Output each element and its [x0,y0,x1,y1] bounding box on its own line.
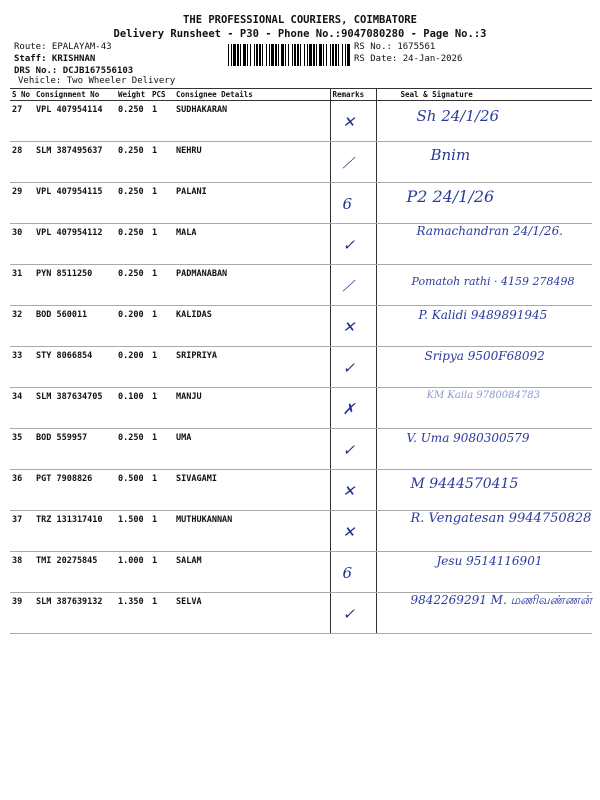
remark-tick-mark: ✗ [342,400,356,418]
vehicle-label: Vehicle: Two Wheeler Delivery [18,76,176,86]
row-pcs: 1 [150,142,174,183]
row-remarks-cell [330,388,376,429]
row-sno: 27 [10,101,34,142]
row-remarks-cell [330,347,376,388]
row-remarks-cell [330,224,376,265]
barcode [228,44,350,66]
row-consignment-no: BOD 559957 [34,429,116,470]
row-consignee: SELVA [174,593,330,634]
row-signature-cell [376,429,592,470]
row-consignment-no: TRZ 131317410 [34,511,116,552]
handwritten-signature: 9842269291 M. மணிவண்ணன் [410,593,592,607]
row-pcs: 1 [150,429,174,470]
row-consignee: MUTHUKANNAN [174,511,330,552]
table-row [10,593,592,634]
row-pcs: 1 [150,101,174,142]
table-row [10,552,592,593]
col-remarks-header: Remarks [330,89,376,101]
row-sno: 29 [10,183,34,224]
table-row [10,224,592,265]
remark-tick-mark: ⟋ [342,154,354,172]
row-sno: 32 [10,306,34,347]
remark-tick-mark: ✕ [342,113,356,131]
row-sno: 28 [10,142,34,183]
row-sno: 30 [10,224,34,265]
row-pcs: 1 [150,593,174,634]
row-weight: 0.250 [116,265,150,306]
row-signature-cell [376,470,592,511]
handwritten-signature: Ramachandran 24/1/26. [416,224,564,238]
row-signature-cell [376,593,592,634]
runsheet-subtitle: Delivery Runsheet - P30 - Phone No.:9047080280 - Page No.:3 [113,28,487,40]
handwritten-signature: Pomatoh rathi · 4159 278498 [411,275,575,288]
row-sno: 37 [10,511,34,552]
row-sno: 31 [10,265,34,306]
row-signature-cell [376,183,592,224]
row-signature-cell [376,306,592,347]
row-signature-cell [376,265,592,306]
row-weight: 0.200 [116,347,150,388]
row-signature-cell [376,388,592,429]
row-remarks-cell [330,306,376,347]
row-sno: 35 [10,429,34,470]
table-row [10,101,592,142]
row-consignment-no: SLM 387639132 [34,593,116,634]
table-row [10,183,592,224]
row-sno: 39 [10,593,34,634]
table-row [10,142,592,183]
handwritten-signature: P2 24/1/26 [406,187,495,206]
row-signature-cell [376,142,592,183]
row-consignee: SRIPRIYA [174,347,330,388]
handwritten-signature: Sripya 9500F68092 [424,349,545,363]
row-pcs: 1 [150,511,174,552]
row-consignment-no: TMI 20275845 [34,552,116,593]
row-consignee: SIVAGAMI [174,470,330,511]
handwritten-signature: V. Uma 9080300579 [406,431,530,445]
handwritten-signature: M 9444570415 [410,476,519,492]
row-signature-cell [376,101,592,142]
row-weight: 0.250 [116,101,150,142]
remark-tick-mark: ✓ [342,605,356,623]
row-consignment-no: BOD 560011 [34,306,116,347]
table-row [10,511,592,552]
table-row [10,429,592,470]
remark-tick-mark: ✓ [342,441,356,459]
table-header-row [10,89,592,101]
row-consignment-no: VPL 407954115 [34,183,116,224]
remark-tick-mark: ⟋ [342,277,354,295]
remark-tick-mark: ✕ [342,523,356,541]
table-row [10,265,592,306]
row-remarks-cell [330,265,376,306]
col-consignee-header: Consignee Details [174,89,330,101]
handwritten-signature: Sh 24/1/26 [416,107,500,125]
row-consignee: SALAM [174,552,330,593]
table-body [10,101,592,634]
row-consignment-no: SLM 387634705 [34,388,116,429]
col-consignment-header: Consignment No [34,89,116,101]
row-weight: 0.250 [116,183,150,224]
row-weight: 0.250 [116,429,150,470]
handwritten-signature: Jesu 9514116901 [436,554,543,568]
table-row [10,470,592,511]
col-seal-header: Seal & Signature [376,89,592,101]
row-pcs: 1 [150,224,174,265]
row-remarks-cell [330,183,376,224]
runsheet-table [10,88,592,634]
row-consignment-no: VPL 407954112 [34,224,116,265]
row-remarks-cell [330,101,376,142]
remark-tick-mark: ✕ [342,318,356,336]
row-sno: 33 [10,347,34,388]
row-weight: 1.000 [116,552,150,593]
col-weight-header: Weight [116,89,150,101]
row-remarks-cell [330,593,376,634]
row-consignee: MALA [174,224,330,265]
row-weight: 1.500 [116,511,150,552]
handwritten-signature: KM Kaila 9780084783 [426,390,540,401]
remark-tick-mark: ✕ [342,482,356,500]
row-pcs: 1 [150,265,174,306]
row-weight: 0.250 [116,224,150,265]
row-consignee: SUDHAKARAN [174,101,330,142]
row-remarks-cell [330,552,376,593]
row-weight: 0.100 [116,388,150,429]
row-remarks-cell [330,470,376,511]
handwritten-signature: Bnim [430,146,471,164]
handwritten-signature: R. Vengatesan 9944750828 [410,511,592,526]
remark-tick-mark: ✓ [342,359,356,377]
row-sno: 38 [10,552,34,593]
table-row [10,388,592,429]
row-signature-cell [376,552,592,593]
row-consignment-no: VPL 407954114 [34,101,116,142]
row-pcs: 1 [150,552,174,593]
row-signature-cell [376,511,592,552]
row-weight: 1.350 [116,593,150,634]
row-sno: 34 [10,388,34,429]
route-label: Route: EPALAYAM-43 [14,42,112,52]
row-consignee: MANJU [174,388,330,429]
row-pcs: 1 [150,306,174,347]
company-title: THE PROFESSIONAL COURIERS, COIMBATORE [183,14,417,26]
row-remarks-cell [330,511,376,552]
row-pcs: 1 [150,388,174,429]
row-consignee: UMA [174,429,330,470]
row-sno: 36 [10,470,34,511]
col-pcs-header: PCS [150,89,174,101]
row-consignment-no: PGT 7908826 [34,470,116,511]
row-consignment-no: STY 8066854 [34,347,116,388]
row-signature-cell [376,347,592,388]
table-row [10,347,592,388]
remark-tick-mark: ✓ [342,236,356,254]
drs-label: DRS No.: DCJB167556103 [14,66,134,76]
row-pcs: 1 [150,347,174,388]
row-remarks-cell [330,429,376,470]
row-consignee: PALANI [174,183,330,224]
staff-label: Staff: KRISHNAN [14,54,96,64]
row-remarks-cell [330,142,376,183]
table-row [10,306,592,347]
remark-tick-mark: 6 [342,195,353,213]
row-weight: 0.250 [116,142,150,183]
row-pcs: 1 [150,183,174,224]
row-weight: 0.500 [116,470,150,511]
handwritten-signature: P. Kalidi 9489891945 [418,308,548,322]
row-consignee: PADMANABAN [174,265,330,306]
row-consignee: KALIDAS [174,306,330,347]
row-signature-cell [376,224,592,265]
rs-date: RS Date: 24-Jan-2026 [354,54,463,64]
remark-tick-mark: 6 [342,564,353,582]
col-sno-header: S No [10,89,34,101]
row-consignment-no: PYN 8511250 [34,265,116,306]
row-weight: 0.200 [116,306,150,347]
row-consignment-no: SLM 387495637 [34,142,116,183]
row-consignee: NEHRU [174,142,330,183]
rs-number: RS No.: 1675561 [354,42,436,52]
row-pcs: 1 [150,470,174,511]
